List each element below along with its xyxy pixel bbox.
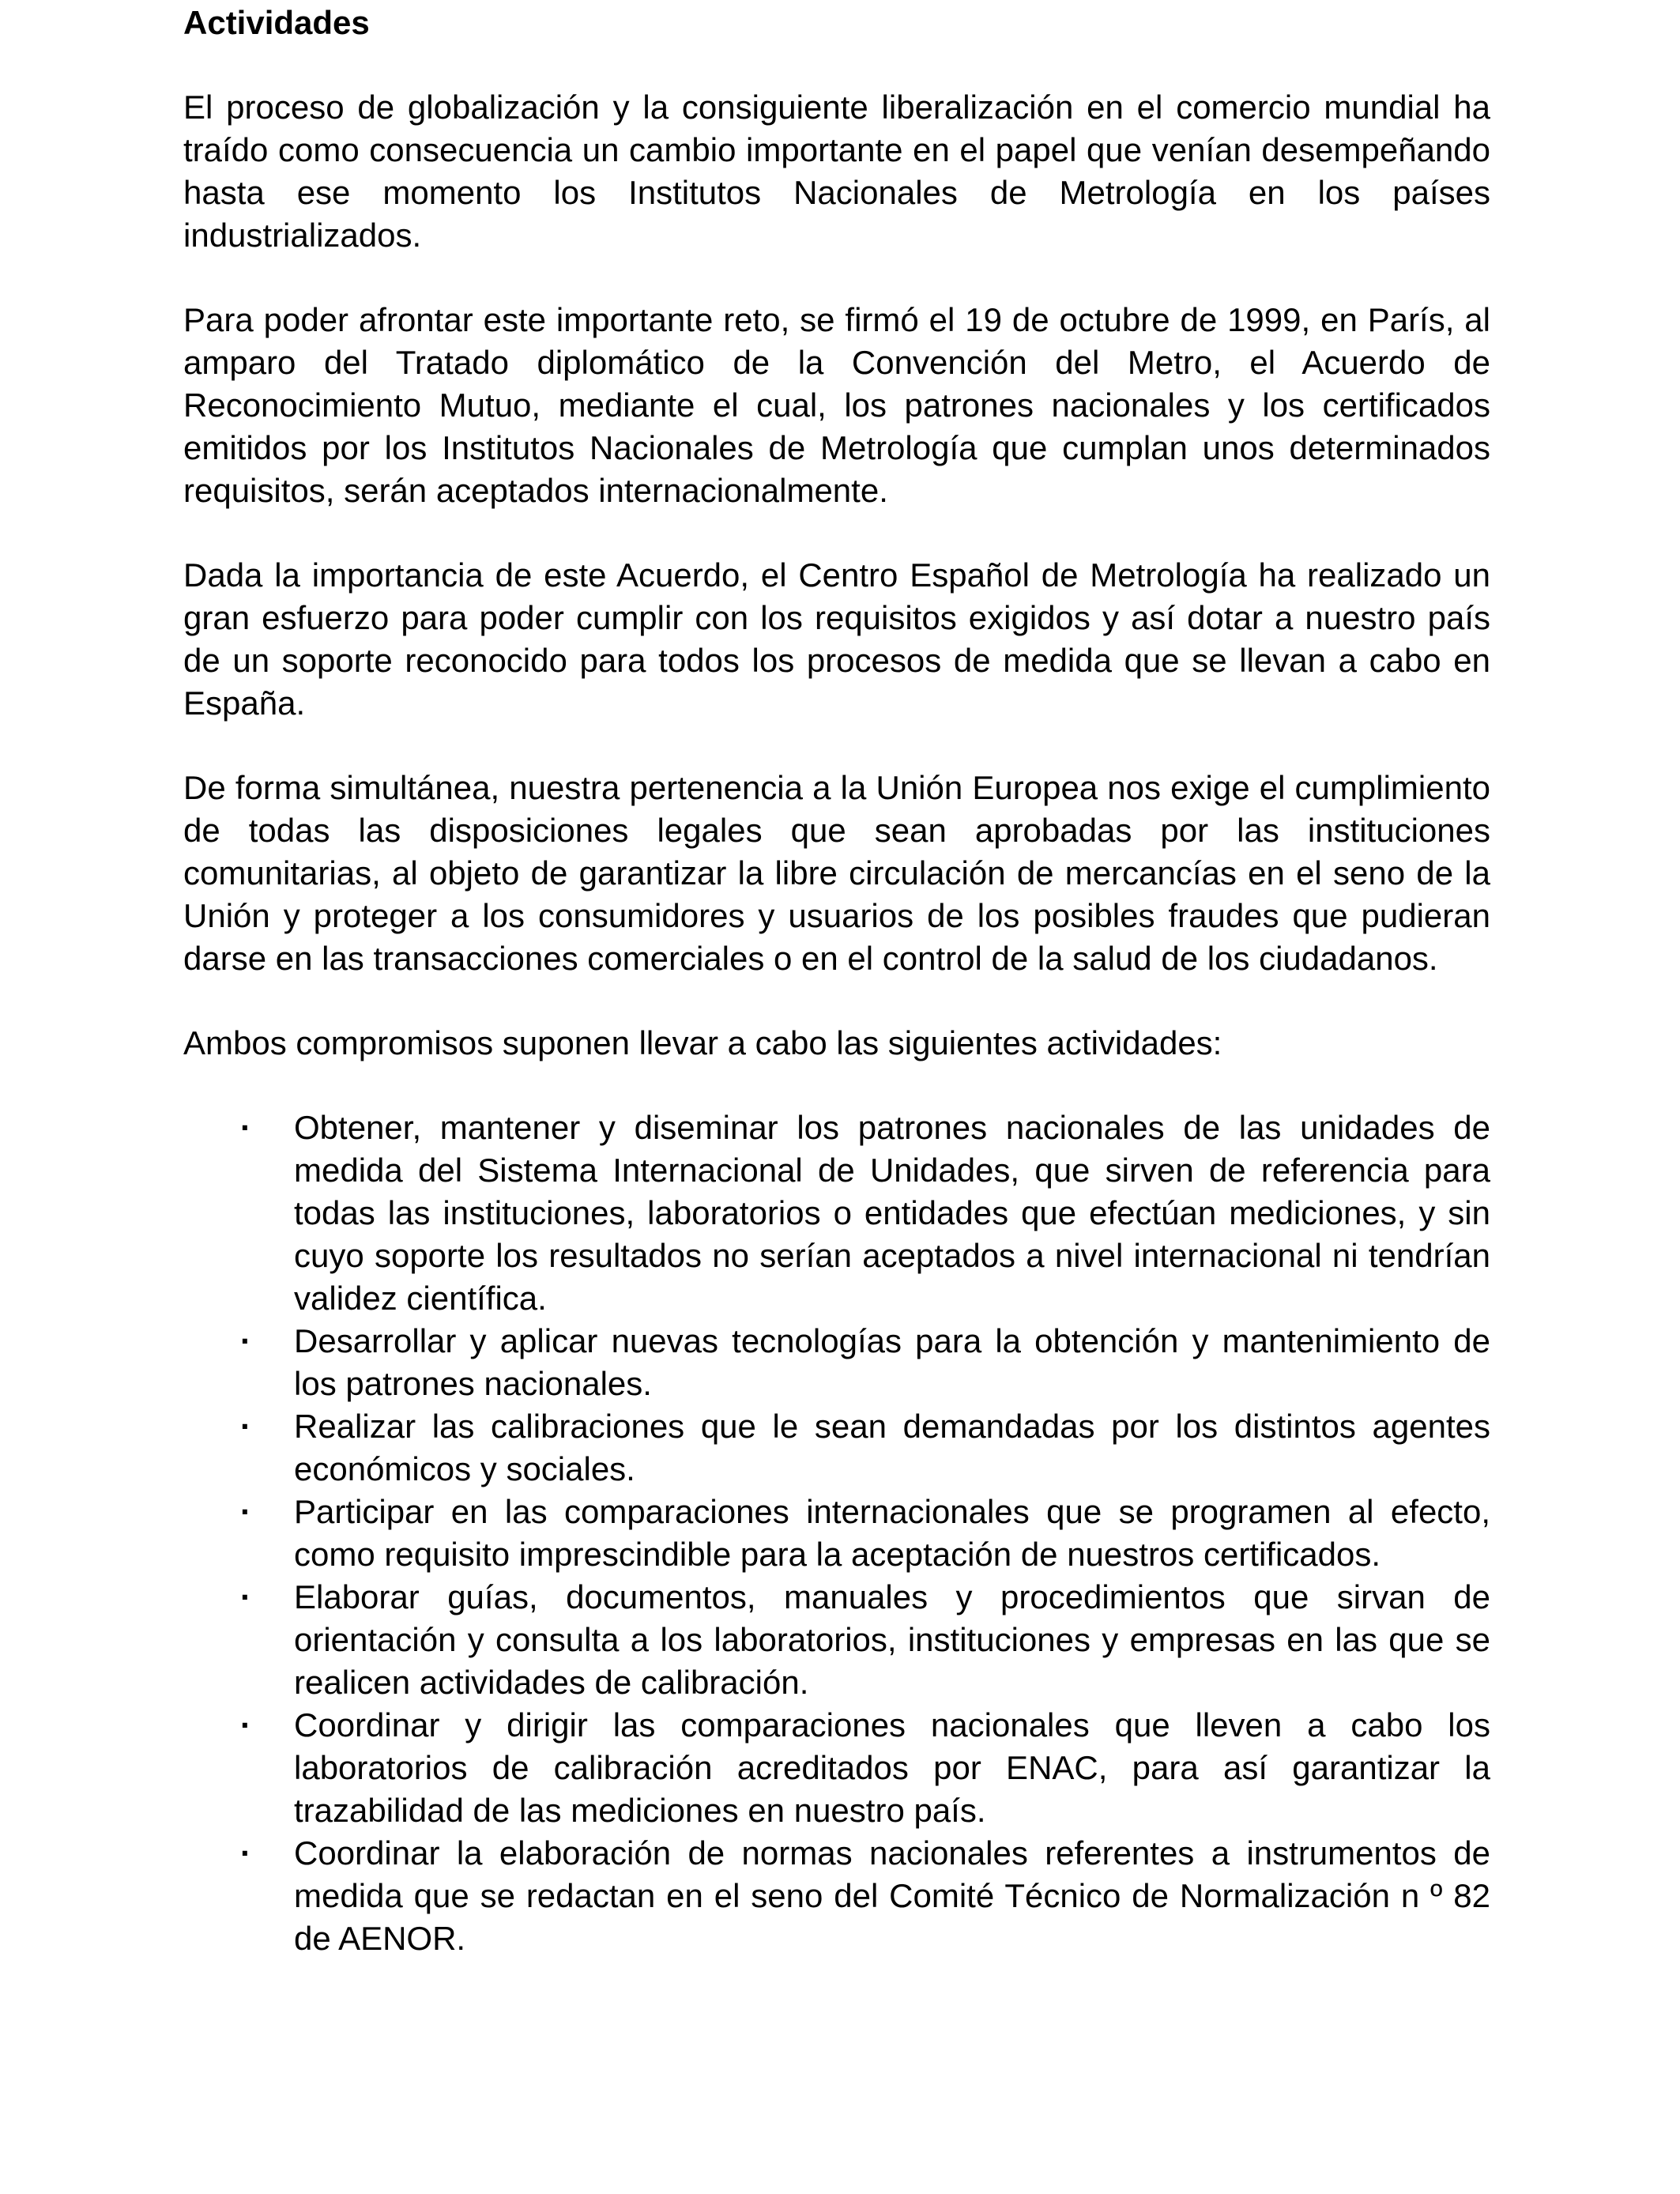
list-item (183, 1491, 1490, 1576)
bullet-icon: · (240, 1706, 251, 1744)
list-item (183, 1704, 1490, 1832)
bullet-icon: · (240, 1834, 251, 1872)
list-item-text: Participar en las comparaciones internacionales que se programen al efecto, como requisito imprescindible para la aceptación de nuestros certificados. (294, 1493, 1490, 1573)
list-item-text: Coordinar y dirigir las comparaciones nacionales que lleven a cabo los laboratorios de calibración acreditados por ENAC, para así garantizar la trazabilidad de las mediciones en nuestro país. (294, 1706, 1490, 1829)
bullet-icon: · (240, 1408, 251, 1445)
list-item-text: Realizar las calibraciones que le sean demandadas por los distintos agentes económicos y sociales. (294, 1408, 1490, 1487)
list-item (183, 1832, 1490, 1960)
paragraph-agreement: Para poder afrontar este importante reto, se firmó el 19 de octubre de 1999, en París, al amparo del Tratado diplomático de la Convención del Metro, el Acuerdo de Reconocimiento Mutuo, mediante el cual, los patrones nacionales y los certificados emitidos por los Institutos Nacionales de Metrología que cumplan unos determinados requisitos, serán aceptados internacionalmente. (183, 301, 1490, 509)
list-item (183, 1405, 1490, 1491)
list-item-text: Coordinar la elaboración de normas nacionales referentes a instrumentos de medida que se redactan en el seno del Comité Técnico de Normalización n º 82 de AENOR. (294, 1834, 1490, 1957)
list-item (183, 1106, 1490, 1320)
activities-list (183, 1106, 1490, 1960)
paragraph-globalization: El proceso de globalización y la consiguiente liberalización en el comercio mundial ha traído como consecuencia un cambio importante en el papel que venían desempeñando hasta ese momento los Institutos Nacionales de Metrología en los países industrializados. (183, 89, 1490, 254)
bullet-icon: · (240, 1322, 251, 1359)
list-item (183, 1576, 1490, 1704)
bullet-icon: · (240, 1493, 251, 1530)
list-item-text: Elaborar guías, documentos, manuales y procedimientos que sirvan de orientación y consulta a los laboratorios, instituciones y empresas en las que se realicen actividades de calibración. (294, 1578, 1490, 1701)
bullet-icon: · (240, 1109, 251, 1146)
section-heading: Actividades (183, 4, 370, 41)
list-item-text: Obtener, mantener y diseminar los patrones nacionales de las unidades de medida del Sistema Internacional de Unidades, que sirven de referencia para todas las instituciones, laboratorios o entidades que efectúan mediciones, y sin cuyo soporte los resultados no serían aceptados a nivel internacional ni tendrían validez científica. (294, 1109, 1490, 1317)
paragraph-cem-effort: Dada la importancia de este Acuerdo, el Centro Español de Metrología ha realizado un gran esfuerzo para poder cumplir con los requisitos exigidos y así dotar a nuestro país de un soporte reconocido para todos los procesos de medida que se llevan a cabo en España. (183, 556, 1490, 722)
list-item-text: Desarrollar y aplicar nuevas tecnologías para la obtención y mantenimiento de los patrones nacionales. (294, 1322, 1490, 1402)
list-item (183, 1320, 1490, 1405)
paragraph-activities-intro: Ambos compromisos suponen llevar a cabo las siguientes actividades: (183, 1024, 1222, 1061)
bullet-icon: · (240, 1578, 251, 1615)
paragraph-european-union: De forma simultánea, nuestra pertenencia a la Unión Europea nos exige el cumplimiento de todas las disposiciones legales que sean aprobadas por las instituciones comunitarias, al objeto de garantizar la libre circulación de mercancías en el seno de la Unión y proteger a los consumidores y usuarios de los posibles fraudes que pudieran darse en las transacciones comerciales o en el control de la salud de los ciudadanos. (183, 769, 1490, 977)
document-page (183, 0, 1490, 1960)
